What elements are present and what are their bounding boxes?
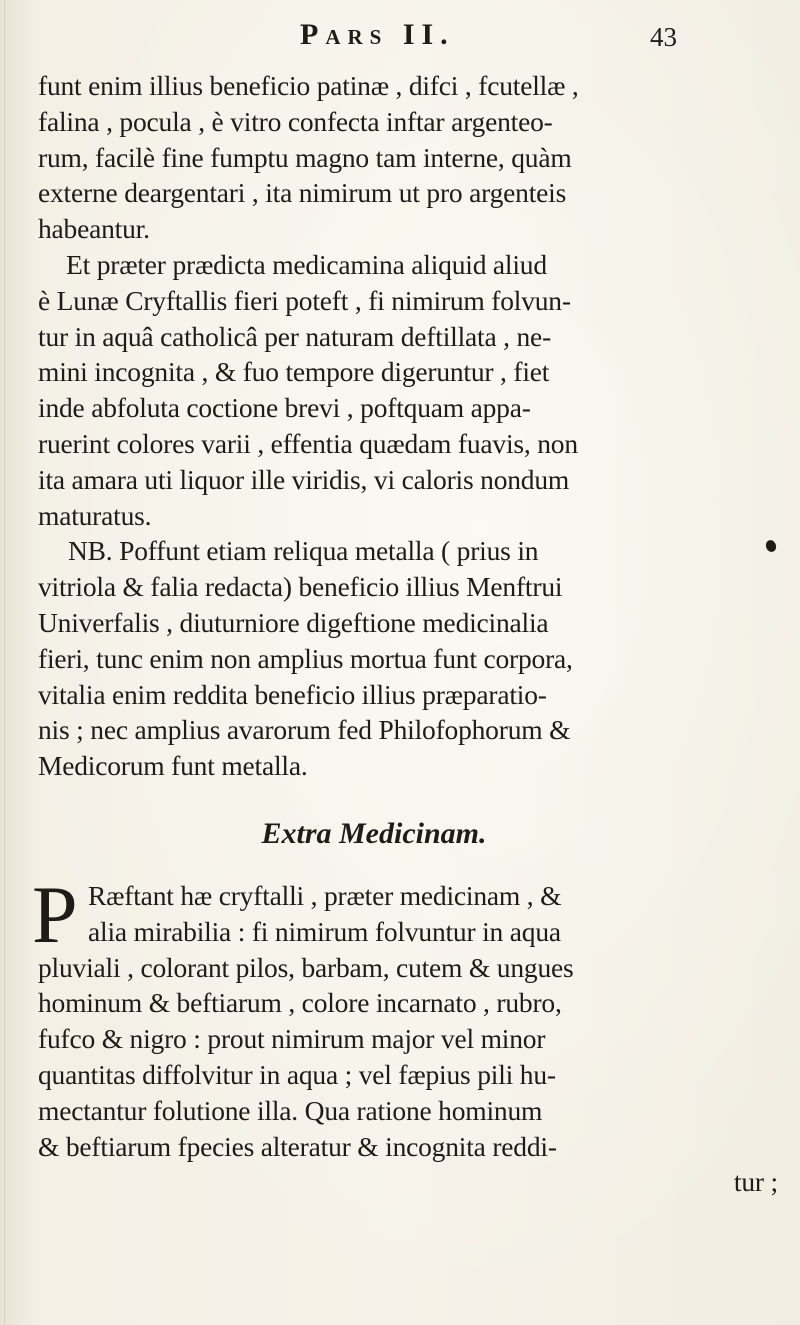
- text-line: hominum & beftiarum , colore incarnato , rubro,: [38, 987, 562, 1019]
- text-line: mectantur folutione illa. Qua ratione hominum: [38, 1094, 543, 1126]
- section-heading: Extra Medicinam.: [261, 816, 487, 850]
- text-line: Univerfalis , diuturniore digeftione medicinalia: [38, 606, 549, 638]
- paragraph-4: [32, 868, 790, 1200]
- page-gutter: [4, 0, 5, 1325]
- text-line: & beftiarum fpecies alteratur & incognita reddi-: [38, 1130, 557, 1162]
- text-line: rum, facilè fine fumptu magno tam interne, quàm: [38, 141, 572, 173]
- text-line: Et præter prædicta medicamina aliquid aliud: [66, 248, 547, 280]
- paragraph-1: [38, 68, 790, 247]
- text-line: falina , pocula , è vitro confecta inftar argenteo-: [38, 105, 553, 137]
- text-line: pluviali , colorant pilos, barbam, cutem & ungues: [38, 951, 574, 983]
- running-head: Pars II.: [300, 18, 455, 51]
- paragraph-2: [38, 247, 790, 533]
- text-line: è Lunæ Cryftallis fieri poteft , fi nimirum folvun-: [38, 284, 571, 316]
- text-line: tur in aquâ catholicâ per naturam deftillata , ne-: [38, 320, 552, 352]
- text-line: quantitas diffolvitur in aqua ; vel fæpius pili hu-: [38, 1058, 556, 1090]
- catchword: tur ;: [733, 1166, 778, 1198]
- text-line: fufco & nigro : prout nimirum major vel minor: [38, 1023, 546, 1055]
- text-line: maturatus.: [38, 499, 152, 531]
- text-line: externe deargentari , ita nimirum ut pro argenteis: [38, 177, 567, 209]
- text-line: vitriola & falia redacta) beneficio illius Menftrui: [38, 571, 563, 603]
- text-line: funt enim illius beneficio patinæ , difci , fcutellæ ,: [38, 70, 579, 101]
- text-line: vitalia enim reddita beneficio illius præparatio-: [38, 678, 547, 710]
- body-text: [32, 68, 790, 1200]
- text-line: fieri, tunc enim non amplius mortua funt corpora,: [38, 642, 573, 674]
- text-line: inde abfoluta coctione brevi , poftquam appa-: [38, 392, 531, 424]
- drop-cap: P: [32, 868, 78, 960]
- page-header: [0, 18, 800, 58]
- text-line: nis ; nec amplius avarorum fed Philofophorum &: [38, 714, 571, 746]
- paragraph-nb: [38, 533, 790, 784]
- page-number: 43: [650, 22, 677, 52]
- text-line: habeantur.: [38, 213, 150, 245]
- text-line: Ræftant hæ cryftalli , præter medicinam , &: [88, 879, 562, 911]
- text-line: alia mirabilia : fi nimirum folvuntur in aqua: [88, 915, 561, 947]
- text-line: mini incognita , & fuo tempore digeruntur , fiet: [38, 356, 550, 388]
- text-line: ruerint colores varii , effentia quædam fuavis, non: [38, 427, 578, 459]
- text-line: ita amara uti liquor ille viridis, vi caloris nondum: [38, 463, 570, 495]
- text-line: Medicorum funt metalla.: [38, 750, 308, 782]
- text-line: NB. Poffunt etiam reliqua metalla ( prius in: [68, 535, 539, 567]
